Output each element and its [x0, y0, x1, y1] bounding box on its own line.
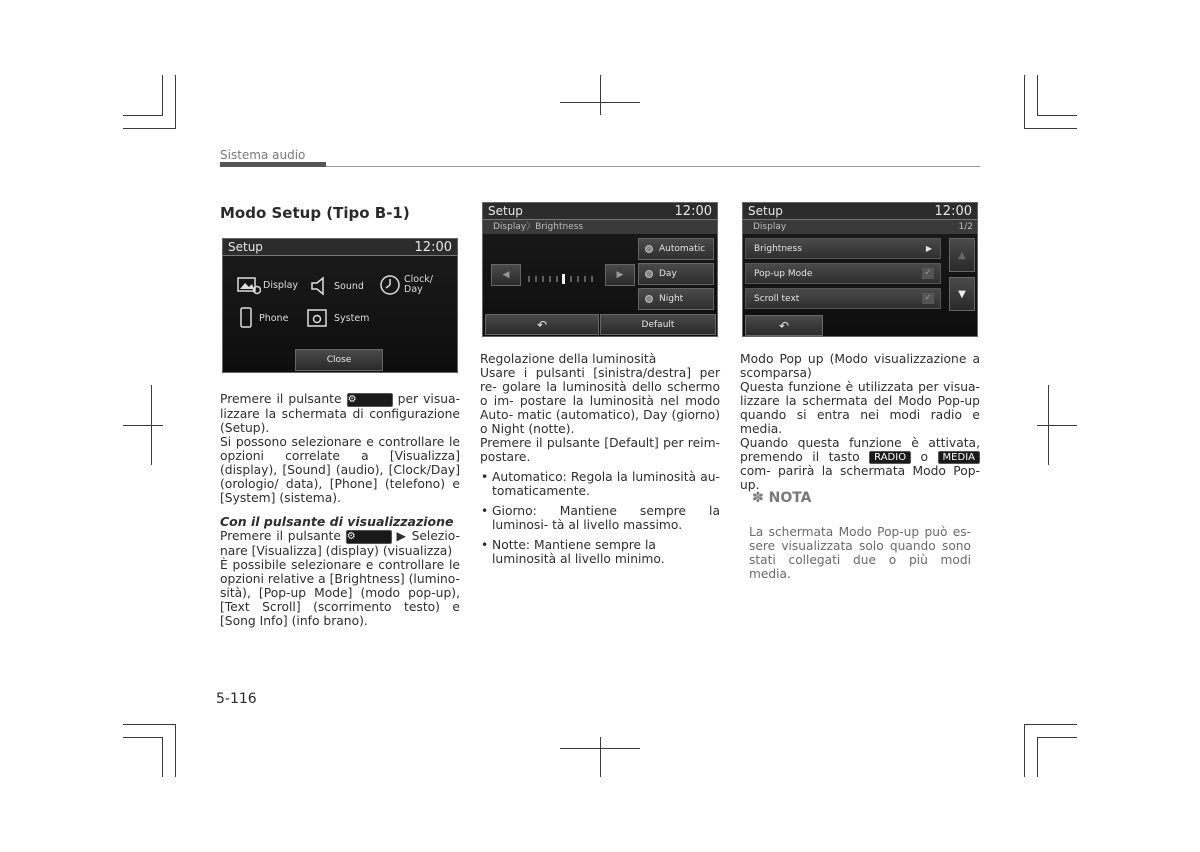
menu-item-label: Phone — [259, 312, 289, 324]
list-row-popup-mode[interactable] — [745, 263, 941, 284]
slider-ticks-icon — [527, 274, 603, 284]
row-label: Pop-up Mode — [754, 268, 813, 279]
registration-mark — [151, 385, 152, 465]
menu-item-clock[interactable] — [379, 273, 433, 297]
crop-mark — [1024, 724, 1077, 725]
paragraph: Si possono selezionare e controllare le opzioni correlate a [Visualizza] (display), [Sound] (audio), [Clock/Day] (orologio/ data), [Phone] (telefono) e [System] (sistema). — [220, 435, 460, 505]
option-label: Night — [659, 294, 684, 304]
menu-item-label: Sound — [334, 280, 364, 292]
display-icon — [237, 275, 261, 295]
text: o — [920, 450, 929, 464]
option-day[interactable] — [638, 263, 714, 285]
radio-dot-icon — [645, 245, 653, 253]
screen-time: 12:00 — [674, 204, 712, 219]
subheading: Con il pulsante di visualizzazione — [220, 514, 454, 529]
paragraph — [740, 436, 980, 492]
crop-mark — [1037, 75, 1038, 115]
row-label: Brightness — [754, 243, 802, 254]
registration-mark — [123, 425, 163, 426]
list-row-scroll-text[interactable] — [745, 288, 941, 309]
registration-mark — [1048, 385, 1049, 465]
section-rule — [326, 166, 980, 167]
crop-mark — [175, 75, 176, 128]
menu-item-display[interactable] — [237, 275, 298, 295]
registration-mark — [560, 748, 640, 749]
section-label: Sistema audio — [220, 148, 306, 162]
section-bar — [220, 162, 326, 167]
media-key: MEDIA — [938, 451, 980, 464]
text: Quando questa funzione è attivata, premendo il tasto — [740, 436, 980, 464]
menu-item-label: Display — [263, 279, 299, 291]
crop-mark — [123, 724, 176, 725]
radio-dot-icon — [645, 295, 653, 303]
menu-item-label: Clock/ Day — [404, 274, 434, 295]
note-body: La schermata Modo Pop-up può es- sere visualizzata solo quando sono stati collegati due o più modi media. — [749, 525, 971, 581]
paragraph — [220, 392, 460, 407]
option-automatic[interactable] — [638, 238, 714, 260]
registration-mark — [1037, 425, 1077, 426]
paragraph: Questa funzione è utilizzata per visua- lizzare la schermata del Modo Pop-up quando si entra nei modi radio e media. — [740, 380, 980, 436]
brightness-screen — [482, 202, 718, 337]
brightness-right-button[interactable]: ▶ — [605, 264, 635, 286]
menu-item-phone[interactable] — [239, 307, 288, 329]
paragraph: È possibile selezionare e controllare le opzioni relative a [Brightness] (lumino- sità), [Pop-up Mode] (modo pop-up), [Text Scroll] (scorrimento testo) e [Song Info] (info brano). — [220, 558, 460, 628]
registration-mark — [560, 102, 640, 103]
crop-mark — [1024, 128, 1077, 129]
crop-mark — [123, 737, 163, 738]
list-row-brightness[interactable] — [745, 238, 941, 259]
screen-subtitle — [743, 220, 977, 234]
crop-mark — [1037, 115, 1077, 116]
paragraph — [220, 529, 460, 544]
text: com- parirà la schermata Modo Pop-up. — [740, 464, 980, 492]
text: Premere il pulsante — [220, 529, 341, 543]
crop-mark — [123, 128, 176, 129]
text: ▶ Selezio- — [396, 529, 460, 543]
registration-mark — [600, 737, 601, 777]
brightness-slider[interactable] — [527, 269, 603, 279]
default-button[interactable]: Default — [600, 314, 716, 335]
screen-time: 12:00 — [414, 240, 452, 255]
scroll-down-button[interactable] — [949, 277, 975, 311]
gear-icon — [307, 308, 329, 328]
column-2 — [480, 352, 720, 566]
subheading: Modo Pop up (Modo visualizzazione a scomparsa) — [740, 352, 980, 380]
option-night[interactable] — [638, 288, 714, 310]
clock-icon — [379, 273, 401, 297]
menu-item-system[interactable] — [307, 308, 369, 328]
column-3 — [740, 352, 980, 492]
checkbox-icon[interactable]: ✓ — [922, 268, 934, 279]
screen-title: Setup — [488, 204, 523, 218]
bullet-item: • Automatico: Regola la luminosità au- tomaticamente. — [480, 470, 720, 498]
note-title: ✽ NOTA — [752, 490, 812, 506]
page-number: 5-116 — [216, 691, 257, 707]
setup-key-icon: ⚙ — [346, 530, 392, 544]
back-arrow-icon: ↶ — [536, 317, 548, 332]
page-indicator: 1/2 — [958, 222, 973, 232]
text: Premere il pulsante — [220, 392, 342, 406]
radio-key: RADIO — [869, 451, 911, 464]
speaker-icon — [309, 275, 329, 297]
registration-mark — [600, 75, 601, 115]
crop-mark — [123, 115, 163, 116]
paragraph: nare [Visualizza] (display) (visualizza) — [220, 544, 453, 558]
crop-mark — [162, 75, 163, 115]
paragraph: Usare i pulsanti [sinistra/destra] per re- golare la luminosità dello schermo o im- postare la luminosità nel modo Auto- matic (automatico), Day (giorno) o Night (notte). — [480, 366, 720, 436]
crop-mark — [1037, 737, 1038, 777]
arrow-down-icon: ▼ — [958, 288, 966, 300]
crop-mark — [162, 737, 163, 777]
menu-item-label: System — [334, 312, 370, 324]
display-settings-screen — [742, 202, 978, 337]
back-arrow-icon: ↶ — [778, 318, 790, 333]
scroll-up-button[interactable] — [949, 238, 975, 272]
text: per visua- — [397, 392, 461, 406]
setup-key-icon: ⚙ — [347, 393, 393, 407]
phone-icon — [239, 307, 253, 329]
radio-dot-icon — [645, 270, 653, 278]
back-button[interactable] — [745, 315, 823, 336]
screen-time: 12:00 — [934, 204, 972, 219]
subheading: Regolazione della luminosità — [480, 352, 657, 366]
brightness-left-button[interactable]: ◀ — [491, 264, 521, 286]
back-button[interactable] — [485, 314, 599, 335]
screen-title: Setup — [748, 204, 783, 218]
paragraph: lizzare la schermata di configurazione (Setup). — [220, 407, 460, 435]
row-label: Scroll text — [754, 293, 800, 304]
menu-item-sound[interactable] — [309, 275, 364, 297]
bullet-item: • Notte: Mantiene sempre la luminosità al livello minimo. — [480, 538, 720, 566]
screen-title: Setup — [228, 240, 263, 254]
checkbox-icon[interactable]: ✓ — [922, 293, 934, 304]
bullet-item: • Giorno: Mantiene sempre la luminosi- tà al livello massimo. — [480, 504, 720, 532]
arrow-up-icon: ▲ — [958, 249, 966, 261]
paragraph: Premere il pulsante [Default] per reim- postare. — [480, 436, 720, 464]
crop-mark — [1037, 737, 1077, 738]
crop-mark — [1024, 75, 1025, 128]
arrow-right-icon: ▶ — [925, 244, 932, 253]
close-button[interactable]: Close — [295, 349, 383, 371]
column-1 — [220, 392, 460, 628]
crop-mark — [1024, 724, 1025, 777]
crop-mark — [175, 724, 176, 777]
setup-screen-main — [222, 238, 458, 373]
subtitle-text: Display — [753, 222, 787, 232]
page-heading: Modo Setup (Tipo B-1) — [220, 204, 410, 222]
option-label: Automatic — [659, 244, 706, 254]
breadcrumb: Display〉Brightness — [483, 220, 717, 234]
option-label: Day — [659, 269, 677, 279]
